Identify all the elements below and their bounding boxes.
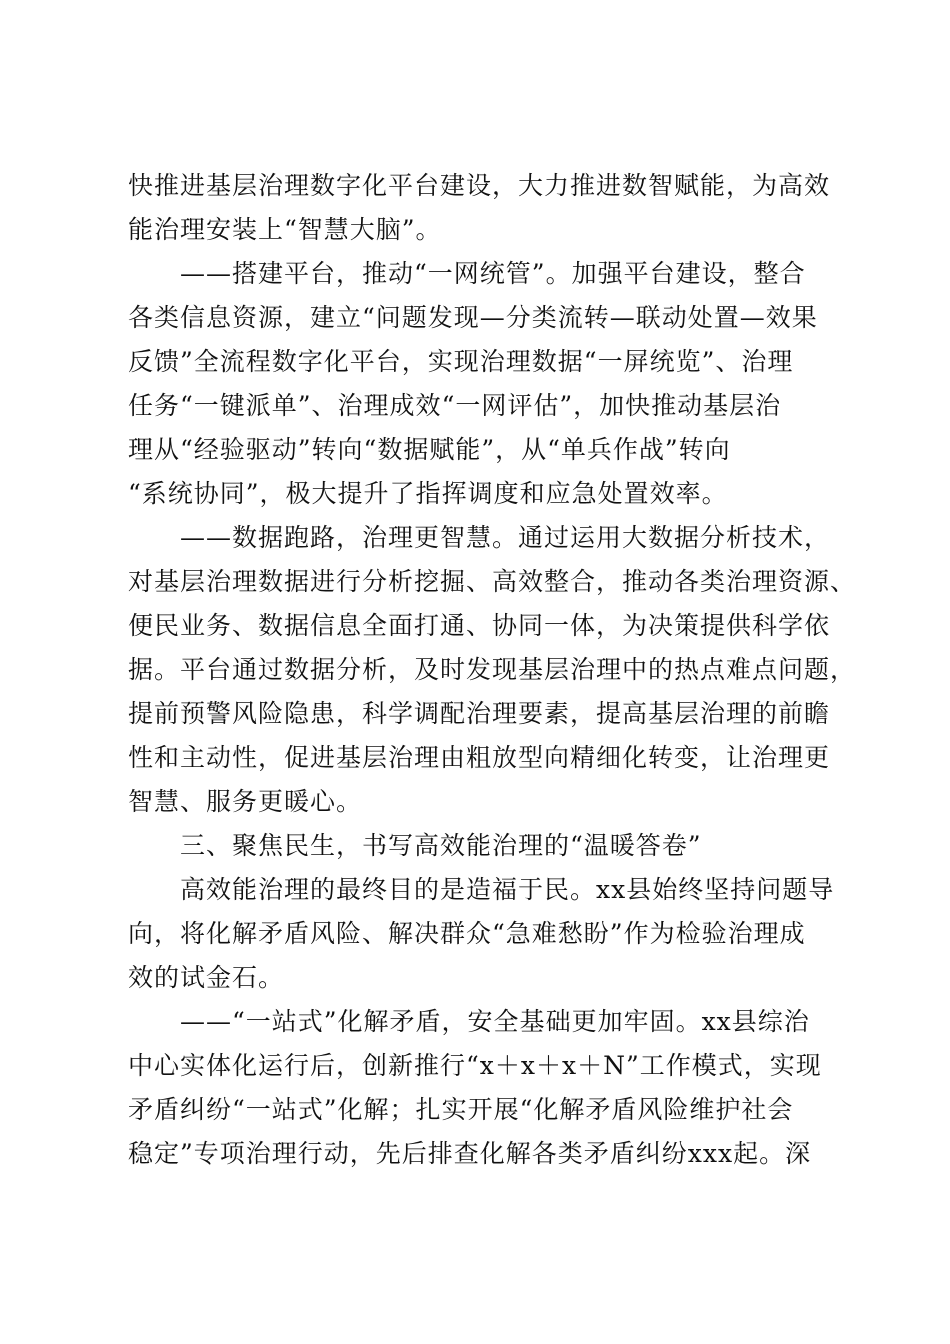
text-line: 提前预警风险隐患，科学调配治理要素，提高基层治理的前瞻 (128, 699, 831, 728)
text-line: 性和主动性，促进基层治理由粗放型向精细化转变，让治理更 (128, 743, 831, 772)
text-line: 中心实体化运行后，创新推行“x＋x＋x＋N”工作模式，实现 (128, 1051, 822, 1080)
text-line: 据。平台通过数据分析，及时发现基层治理中的热点难点问题， (128, 655, 857, 684)
text-line: 对基层治理数据进行分析挖掘、高效整合，推动各类治理资源、 (128, 567, 857, 596)
paragraph-start-line: ——数据跑路，治理更智慧。通过运用大数据分析技术， (180, 523, 831, 552)
text-line: “系统协同”，极大提升了指挥调度和应急处置效率。 (128, 479, 728, 508)
text-line: 能治理安装上“智慧大脑”。 (128, 215, 442, 244)
text-line: 便民业务、数据信息全面打通、协同一体，为决策提供科学依 (128, 611, 831, 640)
text-line: 矛盾纠纷“一站式”化解；扎实开展“化解矛盾风险维护社会 (128, 1095, 794, 1124)
text-line: 理从“经验驱动”转向“数据赋能”，从“单兵作战”转向 (128, 435, 731, 464)
text-line: 稳定”专项治理行动，先后排查化解各类矛盾纠纷xxx起。深 (128, 1139, 812, 1168)
text-line: 各类信息资源，建立“问题发现—分类流转—联动处置—效果 (128, 303, 818, 332)
paragraph-start-line: 高效能治理的最终目的是造福于民。xx县始终坚持问题导 (180, 875, 835, 904)
paragraph-start-line: ——“一站式”化解矛盾，安全基础更加牢固。xx县综治 (180, 1007, 810, 1036)
paragraph-start-line: ——搭建平台，推动“一网统管”。加强平台建设，整合 (180, 259, 806, 288)
text-line: 效的试金石。 (128, 963, 285, 992)
section-heading: 三、聚焦民生，书写高效能治理的“温暖答卷” (180, 831, 702, 860)
text-line: 智慧、服务更暖心。 (128, 787, 363, 816)
text-line: 反馈”全流程数字化平台，实现治理数据“一屏统览”、治理 (128, 347, 794, 376)
text-line: 任务“一键派单”、治理成效“一网评估”，加快推动基层治 (128, 391, 782, 420)
text-line: 快推进基层治理数字化平台建设，大力推进数智赋能，为高效 (128, 171, 831, 200)
document-body (128, 164, 857, 1176)
text-line: 向，将化解矛盾风险、解决群众“急难愁盼”作为检验治理成 (128, 919, 806, 948)
